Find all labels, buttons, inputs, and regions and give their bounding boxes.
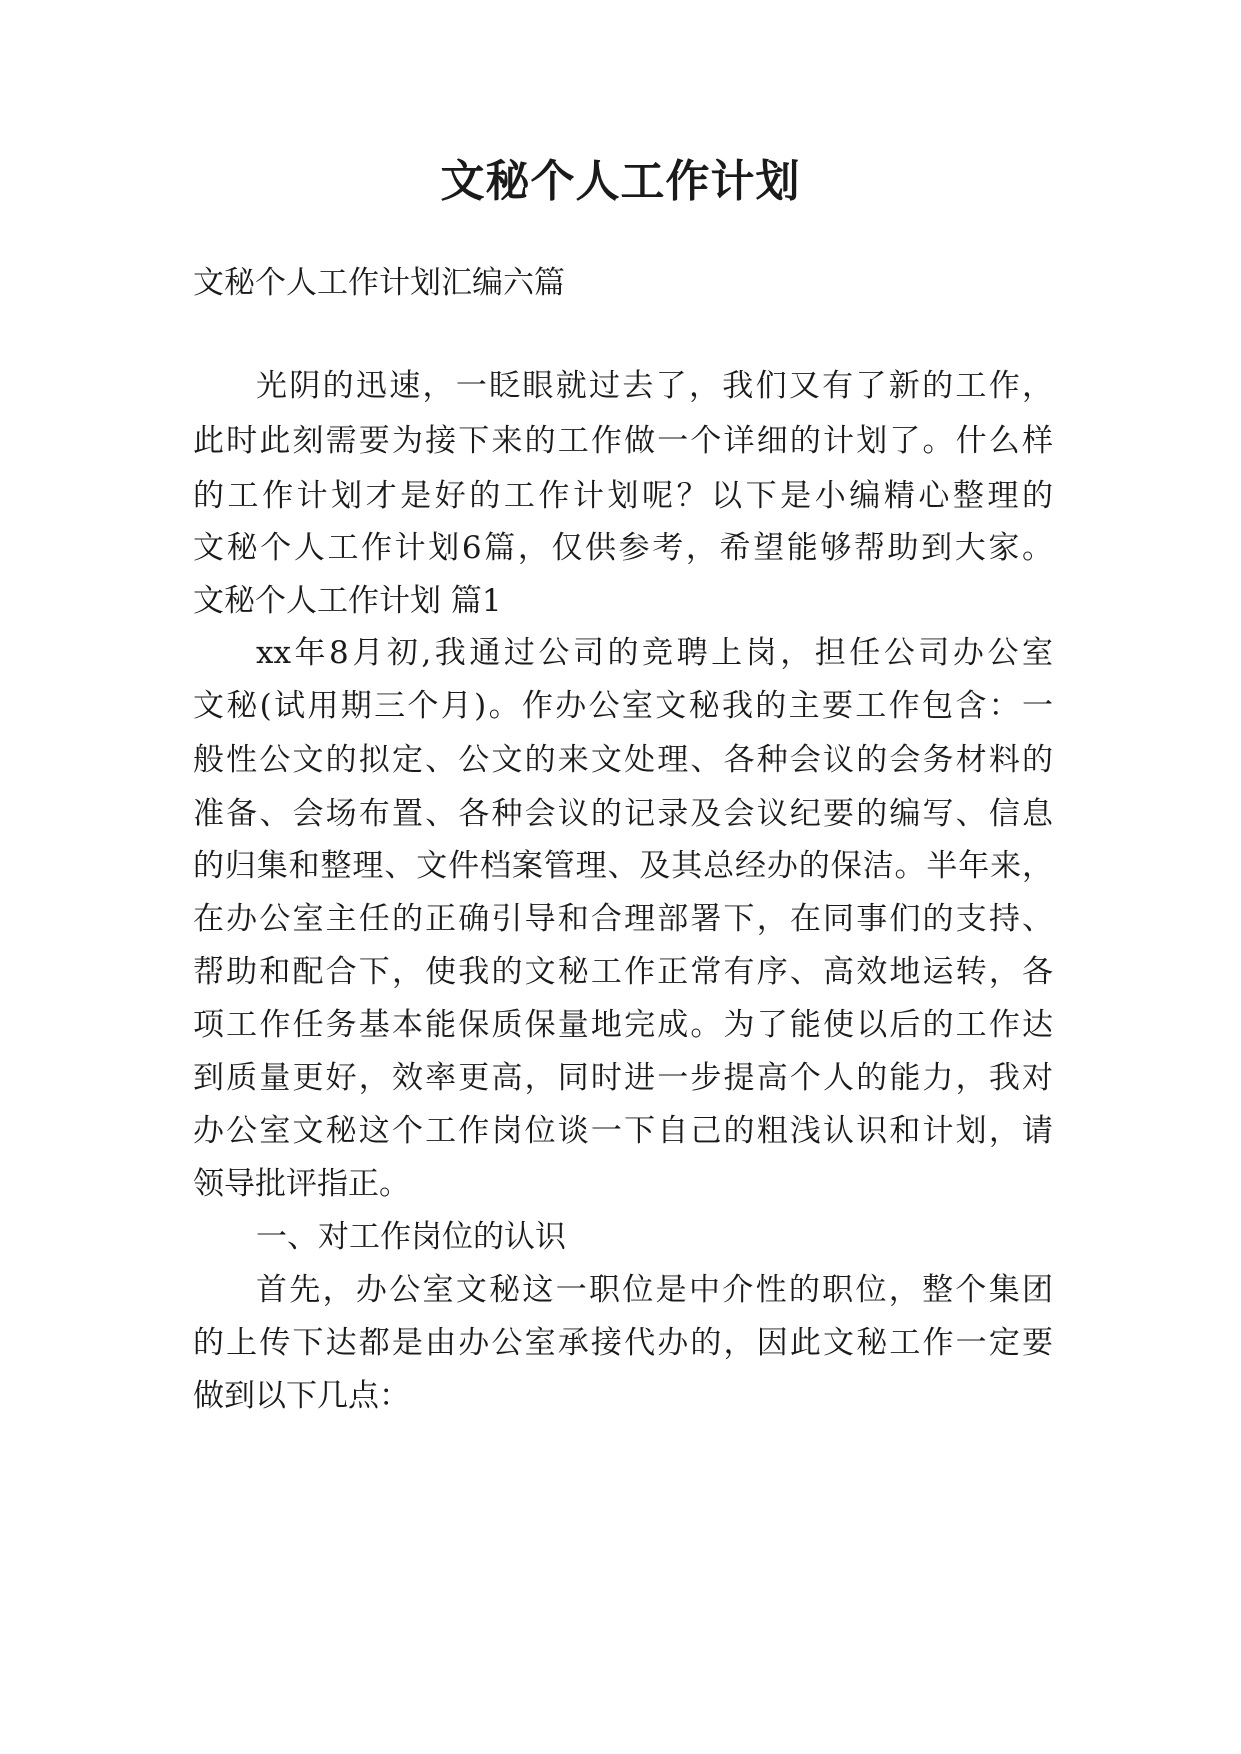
section-heading: 一、对工作岗位的认识 xyxy=(256,1219,566,1255)
paragraph-line: 首先，办公室文秘这一职位是中介性的职位，整个集团 xyxy=(256,1272,1053,1308)
paragraph-line: 此时此刻需要为接下来的工作做一个详细的计划了。什么样 xyxy=(193,423,1053,459)
paragraph-line: 在办公室主任的正确引导和合理部署下，在同事们的支持、 xyxy=(193,901,1053,937)
paragraph-line: 项工作任务基本能保质保量地完成。为了能使以后的工作达 xyxy=(193,1007,1053,1043)
paragraph-line: 帮助和配合下，使我的文秘工作正常有序、高效地运转，各 xyxy=(193,954,1053,990)
paragraph-line: 文秘(试用期三个月)。作办公室文秘我的主要工作包含：一 xyxy=(193,688,1053,724)
paragraph-line: 的上传下达都是由办公室承接代办的，因此文秘工作一定要 xyxy=(193,1325,1053,1361)
paragraph-line: 文秘个人工作计划6篇，仅供参考，希望能够帮助到大家。 xyxy=(193,530,1053,566)
paragraph-line: 办公室文秘这个工作岗位谈一下自己的粗浅认识和计划，请 xyxy=(193,1113,1053,1149)
paragraph-line: 的工作计划才是好的工作计划呢？以下是小编精心整理的 xyxy=(193,478,1053,514)
paragraph-line: 准备、会场布置、各种会议的记录及会议纪要的编写、信息 xyxy=(193,796,1053,832)
page-title: 文秘个人工作计划 xyxy=(440,156,801,207)
paragraph-line: 领导批评指正。 xyxy=(193,1166,410,1202)
paragraph-line: 光阴的迅速，一眨眼就过去了，我们又有了新的工作， xyxy=(256,368,1053,404)
paragraph-line: 的归集和整理、文件档案管理、及其总经办的保洁。半年来， xyxy=(193,848,1053,884)
paragraph-line: xx年8月初,我通过公司的竞聘上岗，担任公司办公室 xyxy=(256,635,1053,671)
paragraph-line: 般性公文的拟定、公文的来文处理、各种会议的会务材料的 xyxy=(193,742,1053,778)
document-subtitle: 文秘个人工作计划汇编六篇 xyxy=(193,265,565,301)
paragraph-line: 做到以下几点： xyxy=(193,1378,410,1414)
section-heading: 文秘个人工作计划 篇1 xyxy=(193,583,502,619)
paragraph-line: 到质量更好，效率更高，同时进一步提高个人的能力，我对 xyxy=(193,1060,1053,1096)
